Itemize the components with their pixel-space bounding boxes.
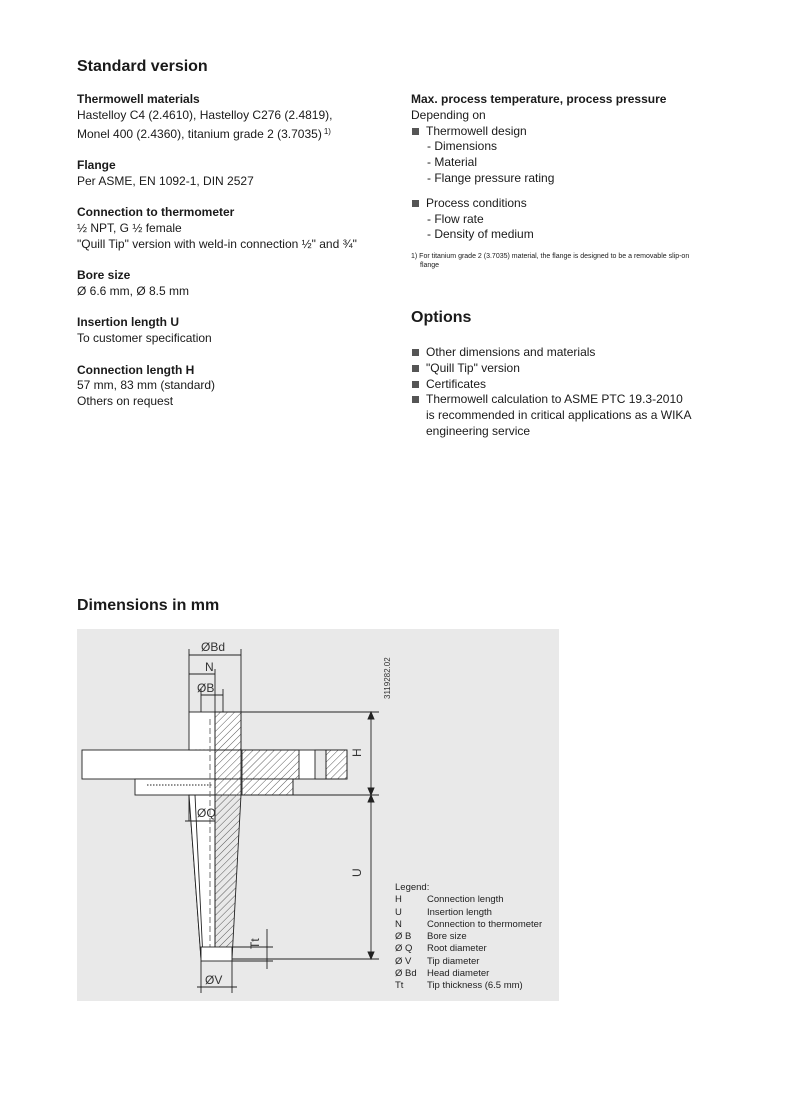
drawing-number: 3119282.02 [383, 657, 392, 699]
options-column [411, 345, 741, 440]
label-n: N [205, 660, 214, 674]
insertion-text: To customer specification [77, 331, 212, 346]
options-list [411, 345, 741, 440]
connection-length-line: Others on request [77, 394, 174, 409]
materials-heading: Thermowell materials [77, 92, 200, 106]
materials-block [77, 92, 387, 142]
legend-title: Legend: [395, 882, 430, 893]
process-intro: Depending on [411, 107, 486, 122]
footnote-mark: 1) [323, 126, 331, 136]
connection-line: ½ NPT, G ½ female [77, 220, 182, 235]
legend-row: Ø B Bore size [395, 931, 467, 943]
label-h: H [350, 748, 364, 757]
flange-section [242, 750, 299, 795]
insertion-heading: Insertion length U [77, 315, 179, 330]
label-tt: Tt [248, 938, 262, 949]
legend-row: H Connection length [395, 894, 504, 906]
dimensions-title: Dimensions in mm [77, 597, 220, 614]
dimension-drawing [77, 629, 559, 1001]
legend-row: N Connection to thermometer [395, 918, 543, 930]
legend-row: Tt Tip thickness (6.5 mm) [395, 980, 523, 992]
legend-row: Ø Q Root diameter [395, 943, 487, 955]
label-b: ØB [197, 681, 215, 695]
legend-row: Ø V Tip diameter [395, 955, 480, 967]
list-subitem: - Density of medium [427, 227, 534, 242]
list-subitem: - Material [427, 155, 478, 170]
label-v: ØV [205, 973, 223, 987]
list-item: "Quill Tip" version [411, 361, 741, 377]
list-item: Process conditions [411, 196, 741, 212]
legend [395, 882, 542, 993]
connection-length-block [77, 363, 387, 410]
materials-line: Hastelloy C4 (2.4610), Hastelloy C276 (2.4819), [77, 107, 333, 122]
list-subitem: - Dimensions [427, 139, 498, 154]
process-heading: Max. process temperature, process pressure [411, 92, 667, 106]
footnote-line: flange [420, 262, 440, 269]
legend-row: Ø Bd Head diameter [395, 968, 490, 980]
flange-plate [82, 750, 347, 779]
flange-heading: Flange [77, 157, 116, 172]
label-u: U [350, 868, 364, 877]
bore-text: Ø 6.6 mm, Ø 8.5 mm [77, 283, 190, 298]
flange-text: Per ASME, EN 1092-1, DIN 2527 [77, 173, 254, 188]
list-subitem: - Flow rate [427, 211, 484, 226]
bore-block [77, 268, 387, 300]
list-subitem: - Flange pressure rating [427, 170, 555, 185]
legend-row: U Insertion length [395, 906, 492, 918]
flange-block [77, 158, 387, 190]
options-title: Options [411, 309, 472, 326]
connection-heading: Connection to thermometer [77, 205, 235, 220]
process-list [411, 196, 741, 212]
connection-block [77, 205, 387, 252]
connection-line: "Quill Tip" version with weld-in connection ½" and ¾" [77, 236, 357, 251]
thermowell-stem [215, 750, 241, 959]
label-bd: ØBd [201, 640, 226, 654]
bolt-hole [315, 750, 326, 779]
standard-version-column [77, 92, 387, 426]
process-column [411, 92, 741, 243]
list-item: Thermowell design [411, 124, 741, 140]
footnote-line: 1) For titanium grade 2 (3.7035) material, the flange is designed to be a removable slip-on [411, 253, 690, 260]
connection-length-line: 57 mm, 83 mm (standard) [77, 378, 216, 393]
list-item: Other dimensions and materials [411, 345, 741, 361]
list-item: Thermowell calculation to ASME PTC 19.3-2010 is recommended in critical applications as a WIKA engineering service [411, 392, 741, 439]
materials-line: Monel 400 (2.4360), titanium grade 2 (3.7035) $^{1)}$ [77, 126, 331, 141]
bore-heading: Bore size [77, 268, 131, 283]
connection-length-heading: Connection length H [77, 362, 195, 377]
list-item: Certificates [411, 377, 741, 393]
insertion-block [77, 315, 387, 347]
process-list [411, 124, 741, 140]
standard-version-title: Standard version [77, 58, 208, 75]
label-q: ØQ [197, 806, 216, 820]
footnote [411, 252, 731, 270]
